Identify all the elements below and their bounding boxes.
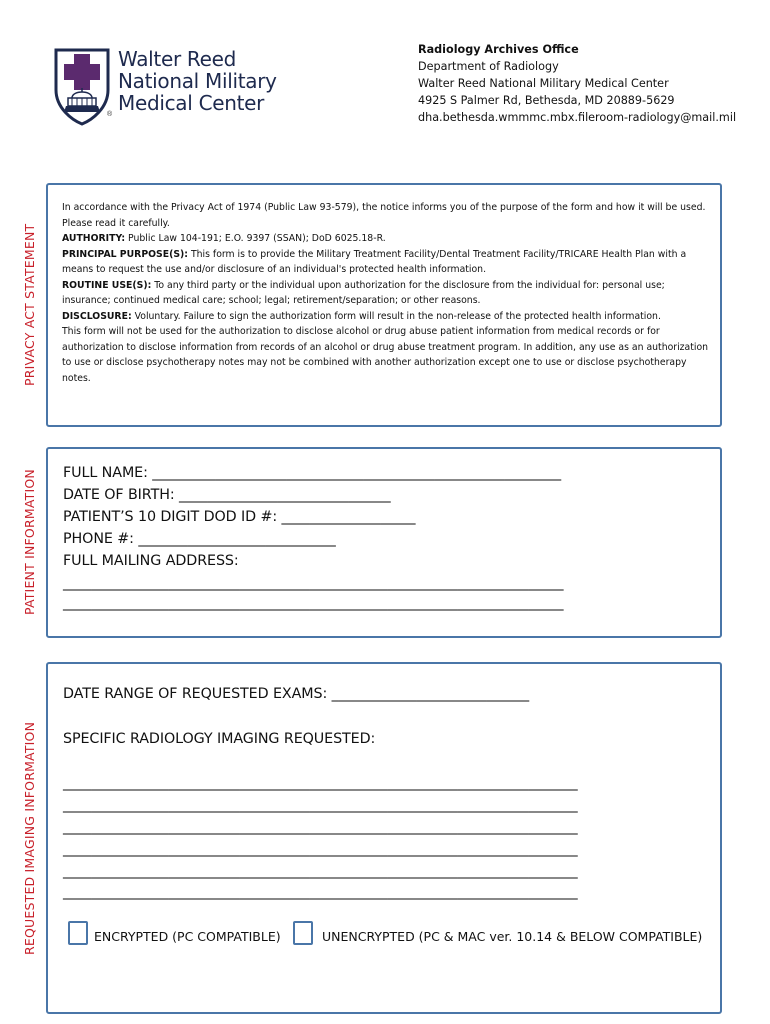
- patient-information-section: [46, 447, 722, 638]
- imaging-line-1[interactable]: _________________________________________________________________________: [63, 775, 578, 791]
- mailing-address-line-1[interactable]: _______________________________________________________________________: [63, 575, 564, 591]
- imaging-side-label: REQUESTED IMAGING INFORMATION: [22, 721, 37, 955]
- dod-id-field[interactable]: PATIENT’S 10 DIGIT DOD ID #: ___________________: [63, 509, 416, 525]
- phone-field[interactable]: PHONE #: ____________________________: [63, 531, 336, 547]
- date-of-birth-field[interactable]: DATE OF BIRTH: ______________________________: [63, 487, 391, 503]
- date-of-birth-label: DATE OF BIRTH:: [63, 487, 175, 503]
- shield-icon: [52, 46, 112, 126]
- disclosure-label: DISCLOSURE:: [62, 310, 132, 322]
- dod-id-label: PATIENT’S 10 DIGIT DOD ID #:: [63, 509, 278, 525]
- patient-side-label: PATIENT INFORMATION: [22, 469, 37, 616]
- office-address-block: [418, 41, 736, 126]
- encrypted-label: ENCRYPTED (PC COMPATIBLE): [94, 929, 281, 944]
- date-range-field[interactable]: DATE RANGE OF REQUESTED EXAMS: ____________________________: [63, 686, 530, 702]
- date-range-label: DATE RANGE OF REQUESTED EXAMS:: [63, 686, 328, 702]
- walter-reed-logo: [52, 46, 112, 126]
- street-address: 4925 S Palmer Rd, Bethesda, MD 20889-5629: [418, 94, 675, 107]
- requested-imaging-section: [46, 662, 722, 1014]
- privacy-act-text: [62, 200, 712, 386]
- purpose-paragraph: [62, 247, 712, 278]
- logo-line-3: Medical Center: [118, 91, 265, 115]
- department-name: Department of Radiology: [418, 60, 559, 73]
- imaging-line-4[interactable]: _________________________________________________________________________: [63, 841, 578, 857]
- logo-wordmark: [118, 48, 277, 114]
- unencrypted-label: UNENCRYPTED (PC & MAC ver. 10.14 & BELOW COMPATIBLE): [322, 929, 703, 944]
- purpose-label: PRINCIPAL PURPOSE(S):: [62, 248, 189, 260]
- privacy-side-label: PRIVACY ACT STATEMENT: [22, 223, 37, 387]
- specific-imaging-label: SPECIFIC RADIOLOGY IMAGING REQUESTED:: [63, 731, 376, 747]
- unencrypted-checkbox[interactable]: [293, 921, 313, 945]
- imaging-line-6[interactable]: _________________________________________________________________________: [63, 884, 578, 900]
- authority-paragraph: [62, 231, 712, 247]
- full-name-label: FULL NAME:: [63, 465, 148, 481]
- imaging-line-3[interactable]: _________________________________________________________________________: [63, 819, 578, 835]
- logo-line-2: National Military: [118, 69, 277, 93]
- imaging-line-2[interactable]: _________________________________________________________________________: [63, 797, 578, 813]
- office-title: Radiology Archives Office: [418, 43, 579, 56]
- routine-use-label: ROUTINE USE(S):: [62, 279, 152, 291]
- authority-text: Public Law 104-191; E.O. 9397 (SSAN); DoD 6025.18-R.: [125, 233, 386, 244]
- privacy-act-section: [46, 183, 722, 427]
- privacy-closing: This form will not be used for the authorization to disclose alcohol or drug abuse patient information from medical records or for authorization to disclose information from records of an alcohol or drug abuse treatment program. In addition, any use as an authorization to use or disclose psychotherapy notes may not be combined with another authorization except one to use or disclose psychotherapy notes.: [62, 326, 709, 384]
- registered-mark: ®: [107, 111, 113, 118]
- disclosure-text: Voluntary. Failure to sign the authorization form will result in the non-release of the protected health information.: [131, 310, 661, 322]
- logo-line-1: Walter Reed: [118, 47, 237, 71]
- imaging-line-5[interactable]: _________________________________________________________________________: [63, 863, 578, 879]
- contact-email: dha.bethesda.wmmmc.mbx.fileroom-radiology@mail.mil: [418, 111, 737, 124]
- routine-use-paragraph: [62, 278, 712, 309]
- routine-use-text: To any third party or the individual upon authorization for the disclosure from the individual for: personal use; insurance; continued medical care; school; legal; retirement/separation; or other reasons.: [62, 279, 665, 306]
- purpose-text: This form is to provide the Military Treatment Facility/Dental Treatment Facility/TRICARE Health Plan with a means to request the use and/or disclosure of an individual's protected health information.: [62, 248, 687, 275]
- phone-label: PHONE #:: [63, 531, 134, 547]
- center-name: Walter Reed National Military Medical Center: [418, 77, 669, 90]
- disclosure-paragraph: [62, 309, 712, 325]
- authority-label: AUTHORITY:: [62, 233, 126, 244]
- mailing-address-line-2[interactable]: _______________________________________________________________________: [63, 595, 564, 611]
- encrypted-checkbox[interactable]: [68, 921, 88, 945]
- privacy-intro: In accordance with the Privacy Act of 1974 (Public Law 93-579), the notice informs you of the purpose of the form and how it will be used. Please read it carefully.: [62, 202, 706, 229]
- full-name-field[interactable]: FULL NAME: __________________________________________________________: [63, 465, 562, 481]
- mailing-address-label: FULL MAILING ADDRESS:: [63, 553, 239, 569]
